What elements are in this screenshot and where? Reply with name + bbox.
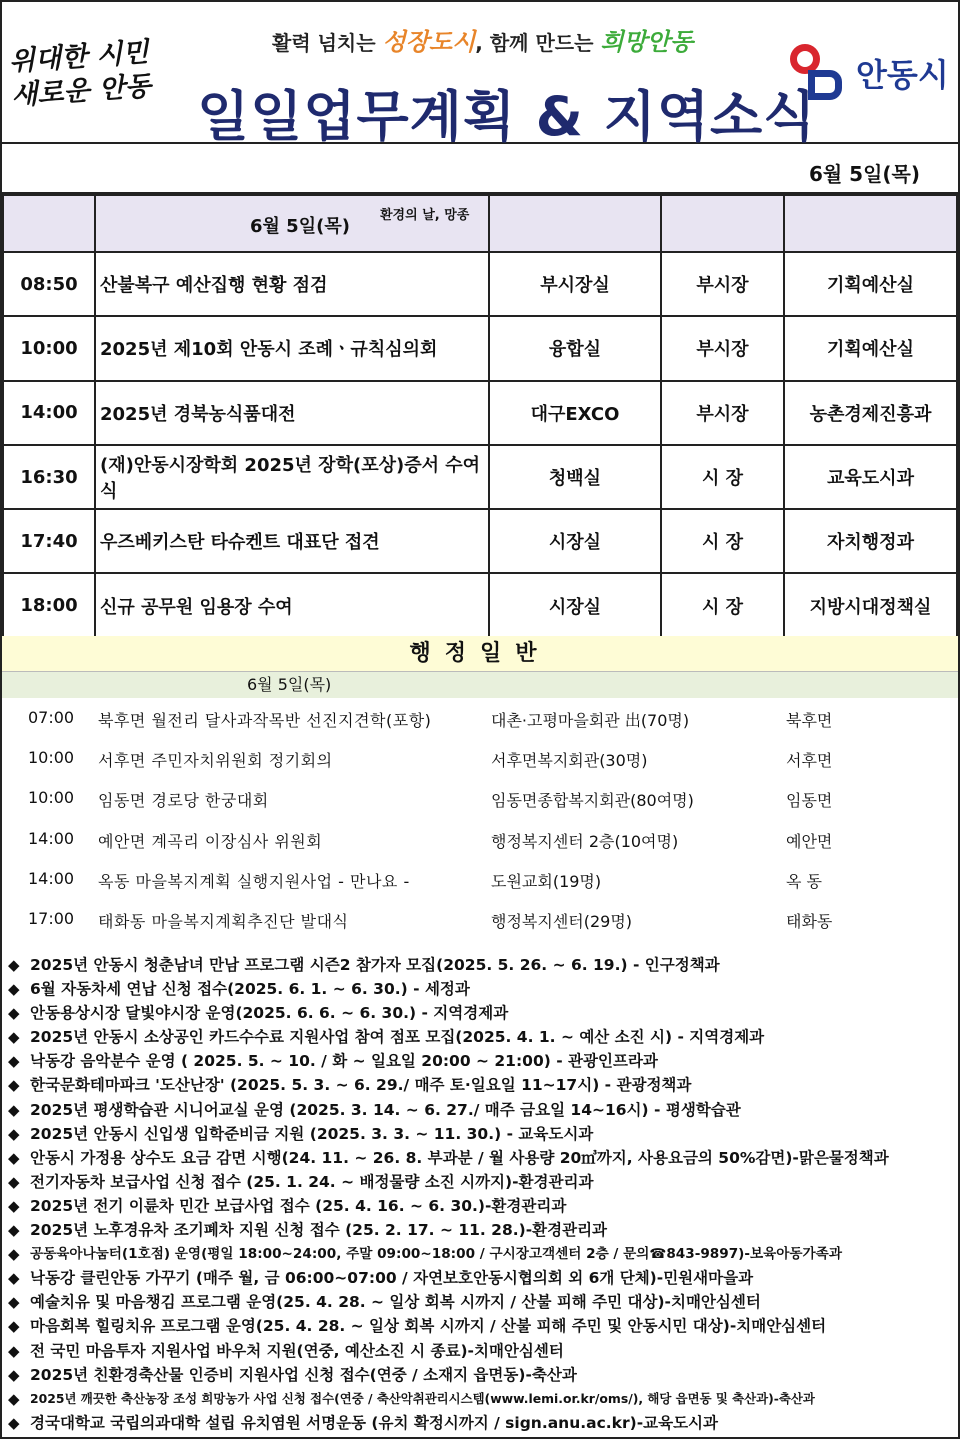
- notice-text: 2025년 안동시 소상공인 카드수수료 지원사업 참여 점포 모집(2025. 4. 1. ~ 예산 소진 시) - 지역경제과: [30, 1028, 765, 1047]
- diamond-bullet-icon: ◆: [8, 1317, 20, 1336]
- diamond-bullet-icon: ◆: [8, 1293, 20, 1312]
- admin-time: 10:00: [28, 788, 75, 808]
- schedule-dept: 지방시대정책실: [784, 573, 957, 637]
- notice-item: [2, 1387, 958, 1411]
- schedule-title: 산불복구 예산집행 현황 점검: [95, 252, 489, 316]
- notice-text: 예술치유 및 마음챙김 프로그램 운영(25. 4. 28. ~ 일상 회복 시까지 / 산불 피해 주민 대상)-치매안심센터: [30, 1293, 761, 1312]
- city-logo-icon: [788, 44, 846, 102]
- diamond-bullet-icon: ◆: [8, 1172, 20, 1191]
- admin-title: 북후면 월전리 달사과작목반 선진지견학(포항): [98, 711, 432, 730]
- notice-item: [2, 1363, 958, 1387]
- diamond-bullet-icon: ◆: [8, 1148, 20, 1167]
- schedule-time: 16:30: [3, 445, 95, 509]
- notice-text: 낙동강 음악분수 운영 ( 2025. 5. ~ 10. / 화 ~ 일요일 20:00 ~ 21:00) - 관광인프라과: [30, 1052, 658, 1071]
- admin-time: 10:00: [28, 748, 75, 768]
- admin-location: 북후면: [786, 711, 833, 730]
- notice-item: [2, 1218, 958, 1242]
- admin-section-title: 행정일반: [2, 636, 958, 672]
- schedule-attendee: 부시장: [661, 381, 784, 445]
- admin-list: [2, 698, 958, 939]
- schedule-time: 17:40: [3, 509, 95, 573]
- notice-item: [2, 1098, 958, 1122]
- admin-title: 옥동 마을복지계획 실행지원사업 - 만나요 -: [98, 871, 410, 891]
- diamond-bullet-icon: ◆: [8, 1365, 20, 1384]
- admin-row: [2, 738, 958, 778]
- schedule-place: 시장실: [489, 509, 661, 573]
- admin-row: [2, 859, 958, 899]
- schedule-header-note: 환경의 날, 망종: [380, 208, 470, 223]
- notice-text: 2025년 노후경유차 조기폐차 지원 신청 접수 (25. 2. 17. ~ 11. 28.)-환경관리과: [30, 1221, 608, 1240]
- notice-item: [2, 1146, 958, 1170]
- notice-item: [2, 1001, 958, 1025]
- diamond-bullet-icon: ◆: [8, 1052, 20, 1071]
- notice-text: 낙동강 클린안동 가꾸기 (매주 월, 금 06:00~07:00 / 자연보호안동시협의회 외 6개 단체)-민원새마을과: [30, 1269, 754, 1288]
- header-cell-time: [3, 195, 95, 252]
- notice-item: [2, 1314, 958, 1338]
- notice-item: [2, 1290, 958, 1314]
- admin-time: 14:00: [28, 868, 75, 888]
- admin-title: 임동면 경로당 한궁대회: [98, 791, 269, 811]
- diamond-bullet-icon: ◆: [8, 1100, 20, 1119]
- schedule-place: 대구EXCO: [489, 381, 661, 445]
- schedule-attendee: 시 장: [661, 573, 784, 637]
- admin-place: 서후면복지회관(30명): [491, 751, 648, 771]
- schedule-time: 10:00: [3, 316, 95, 380]
- notice-item: [2, 1049, 958, 1073]
- diamond-bullet-icon: ◆: [8, 1028, 20, 1047]
- schedule-dept: 기획예산실: [784, 316, 957, 380]
- admin-location: 예안면: [786, 831, 833, 851]
- notice-text: 2025년 평생학습관 시니어교실 운영 (2025. 3. 14. ~ 6. 27./ 매주 금요일 14~16시) - 평생학습관: [30, 1100, 741, 1119]
- admin-time: 17:00: [28, 908, 75, 928]
- admin-row: [2, 698, 958, 738]
- schedule-title: 2025년 경북농식품대전: [95, 381, 489, 445]
- slogan-top: [272, 22, 693, 57]
- schedule-row: [3, 445, 957, 509]
- admin-title: 서후면 주민자치위원회 정기회의: [98, 751, 333, 771]
- notice-item: [2, 1411, 958, 1435]
- city-logo: [788, 44, 949, 102]
- schedule-dept: 자치행정과: [784, 509, 957, 573]
- admin-title: 예안면 계곡리 이장심사 위원회: [98, 831, 323, 851]
- schedule-row: [3, 573, 957, 637]
- schedule-title: 2025년 제10회 안동시 조례ㆍ규칙심의회: [95, 316, 489, 380]
- admin-place: 행정복지센터(29명): [491, 911, 633, 931]
- notice-item: [2, 1194, 958, 1218]
- notice-item: [2, 1339, 958, 1363]
- slogan-highlight-growth: 성장도시: [382, 28, 476, 56]
- admin-location: 태화동: [786, 911, 833, 931]
- header: [2, 2, 958, 148]
- header-cell-date: [95, 195, 489, 252]
- schedule-attendee: 시 장: [661, 445, 784, 509]
- schedule-attendee: 시 장: [661, 509, 784, 573]
- diamond-bullet-icon: ◆: [8, 1389, 20, 1408]
- notice-item: [2, 1170, 958, 1194]
- schedule-header-row: [3, 195, 957, 252]
- admin-location: 서후면: [786, 751, 833, 771]
- schedule-place: 청백실: [489, 445, 661, 509]
- notice-text: 마음회복 힐링치유 프로그램 운영(25. 4. 28. ~ 일상 회복 시까지 / 산불 피해 주민 및 안동시민 대상)-치매안심센터: [30, 1317, 827, 1336]
- slogan-left: 위대한 시민 새로운 안동: [7, 36, 152, 112]
- schedule-attendee: 부시장: [661, 316, 784, 380]
- diamond-bullet-icon: ◆: [8, 956, 20, 974]
- city-logo-text: 안동시: [856, 56, 949, 94]
- diamond-bullet-icon: ◆: [8, 1124, 20, 1143]
- admin-row: [2, 778, 958, 818]
- admin-location: 옥 동: [786, 871, 822, 891]
- notice-item: [2, 953, 958, 977]
- slogan-part-1: 활력 넘치는: [272, 31, 383, 55]
- admin-section-date: 6월 5일(목): [2, 672, 958, 698]
- admin-location: 임동면: [786, 791, 833, 811]
- date-bar: [2, 144, 958, 194]
- notice-item: [2, 1122, 958, 1146]
- diamond-bullet-icon: ◆: [8, 1341, 20, 1360]
- schedule-table: [2, 194, 958, 639]
- notice-text: 안동시 가정용 상수도 요금 감면 시행(24. 11. ~ 26. 8. 부과분 / 월 사용량 20㎥까지, 사용요금의 50%감면)-맑은물정책과: [30, 1148, 889, 1167]
- date-label: 6월 5일(목): [808, 162, 920, 186]
- notice-text: 2025년 전기 이륜차 민간 보급사업 접수 (25. 4. 16. ~ 6. 30.)-환경관리과: [30, 1196, 567, 1215]
- schedule-attendee: 부시장: [661, 252, 784, 316]
- admin-title: 태화동 마을복지계획추진단 발대식: [98, 911, 349, 931]
- schedule-time: 08:50: [3, 252, 95, 316]
- notice-item: [2, 1266, 958, 1290]
- admin-place: 대촌·고평마을회관 出(70명): [491, 711, 690, 730]
- schedule-row: [3, 509, 957, 573]
- notice-text: 6월 자동차세 연납 신청 접수(2025. 6. 1. ~ 6. 30.) - 세정과: [30, 980, 470, 999]
- notice-text: 2025년 깨끗한 축산농장 조성 희망농가 사업 신청 접수(연중 / 축산악취관리시스템(www.lemi.or.kr/oms/), 해당 읍면동 및 축산과)-축산과: [30, 1390, 815, 1406]
- notice-text: 한국문화테마파크 '도산난장' (2025. 5. 3. ~ 6. 29./ 매주 토·일요일 11~17시) - 관광정책과: [30, 1076, 692, 1095]
- notice-text: 전기자동차 보급사업 신청 접수 (25. 1. 24. ~ 배정물량 소진 시까지)-환경관리과: [30, 1172, 594, 1191]
- schedule-dept: 교육도시과: [784, 445, 957, 509]
- admin-row: [2, 899, 958, 939]
- diamond-bullet-icon: ◆: [8, 980, 20, 999]
- notice-item: [2, 1073, 958, 1097]
- schedule-title: (재)안동시장학회 2025년 장학(포상)증서 수여식: [95, 445, 489, 509]
- admin-place: 임동면종합복지회관(80여명): [491, 791, 694, 811]
- notice-text: 2025년 안동시 신입생 입학준비금 지원 (2025. 3. 3. ~ 11. 30.) - 교육도시과: [30, 1124, 594, 1143]
- schedule-place: 부시장실: [489, 252, 661, 316]
- slogan-highlight-hope: 희망안동: [600, 28, 694, 56]
- diamond-bullet-icon: ◆: [8, 1269, 20, 1288]
- diamond-bullet-icon: ◆: [8, 1221, 20, 1240]
- admin-time: 14:00: [28, 828, 75, 848]
- diamond-bullet-icon: ◆: [8, 1076, 20, 1095]
- schedule-time: 14:00: [3, 381, 95, 445]
- header-cell-attendee: [661, 195, 784, 252]
- notice-text: 전 국민 마음투자 지원사업 바우처 지원(연중, 예산소진 시 종료)-치매안심센터: [30, 1341, 564, 1360]
- admin-place: 행정복지센터 2층(10여명): [491, 831, 679, 851]
- notice-text: 공동육아나눔터(1호점) 운영(평일 18:00~24:00, 주말 09:00~18:00 / 구시장고객센터 2층 / 문의☎843-9897)-보육아동가족과: [30, 1246, 842, 1263]
- schedule-place: 융합실: [489, 316, 661, 380]
- schedule-header-date: 6월 5일(목): [250, 216, 350, 237]
- schedule-row: [3, 316, 957, 380]
- diamond-bullet-icon: ◆: [8, 1413, 20, 1432]
- notice-item: [2, 1242, 958, 1266]
- schedule-dept: 농촌경제진흥과: [784, 381, 957, 445]
- schedule-title: 신규 공무원 임용장 수여: [95, 573, 489, 637]
- schedule-row: [3, 252, 957, 316]
- page-title: 일일업무계획 & 지역소식: [197, 85, 817, 148]
- diamond-bullet-icon: ◆: [8, 1245, 20, 1264]
- schedule-title: 우즈베키스탄 타슈켄트 대표단 접견: [95, 509, 489, 573]
- notice-text: 2025년 안동시 청춘남녀 만남 프로그램 시즌2 참가자 모집(2025. 5. 26. ~ 6. 19.) - 인구정책과: [30, 956, 720, 974]
- admin-time: 07:00: [28, 708, 75, 727]
- schedule-dept: 기획예산실: [784, 252, 957, 316]
- admin-row: [2, 819, 958, 859]
- notice-list: [2, 953, 958, 1435]
- notice-text: 안동용상시장 달빛야시장 운영(2025. 6. 6. ~ 6. 30.) - 지역경제과: [30, 1004, 509, 1023]
- schedule-place: 시장실: [489, 573, 661, 637]
- admin-place: 도원교회(19명): [491, 871, 602, 891]
- header-cell-dept: [784, 195, 957, 252]
- slogan-part-2: , 함께 만드는: [475, 31, 601, 55]
- diamond-bullet-icon: ◆: [8, 1004, 20, 1023]
- schedule-time: 18:00: [3, 573, 95, 637]
- notice-text: 2025년 친환경축산물 인증비 지원사업 신청 접수(연중 / 소재지 읍면동)-축산과: [30, 1365, 577, 1384]
- notice-item: [2, 1025, 958, 1049]
- schedule-row: [3, 381, 957, 445]
- notice-text: 경국대학교 국립의과대학 설립 유치염원 서명운동 (유치 확정시까지 / sign.anu.ac.kr)-교육도시과: [30, 1413, 719, 1432]
- header-cell-place: [489, 195, 661, 252]
- diamond-bullet-icon: ◆: [8, 1196, 20, 1215]
- notice-item: [2, 977, 958, 1001]
